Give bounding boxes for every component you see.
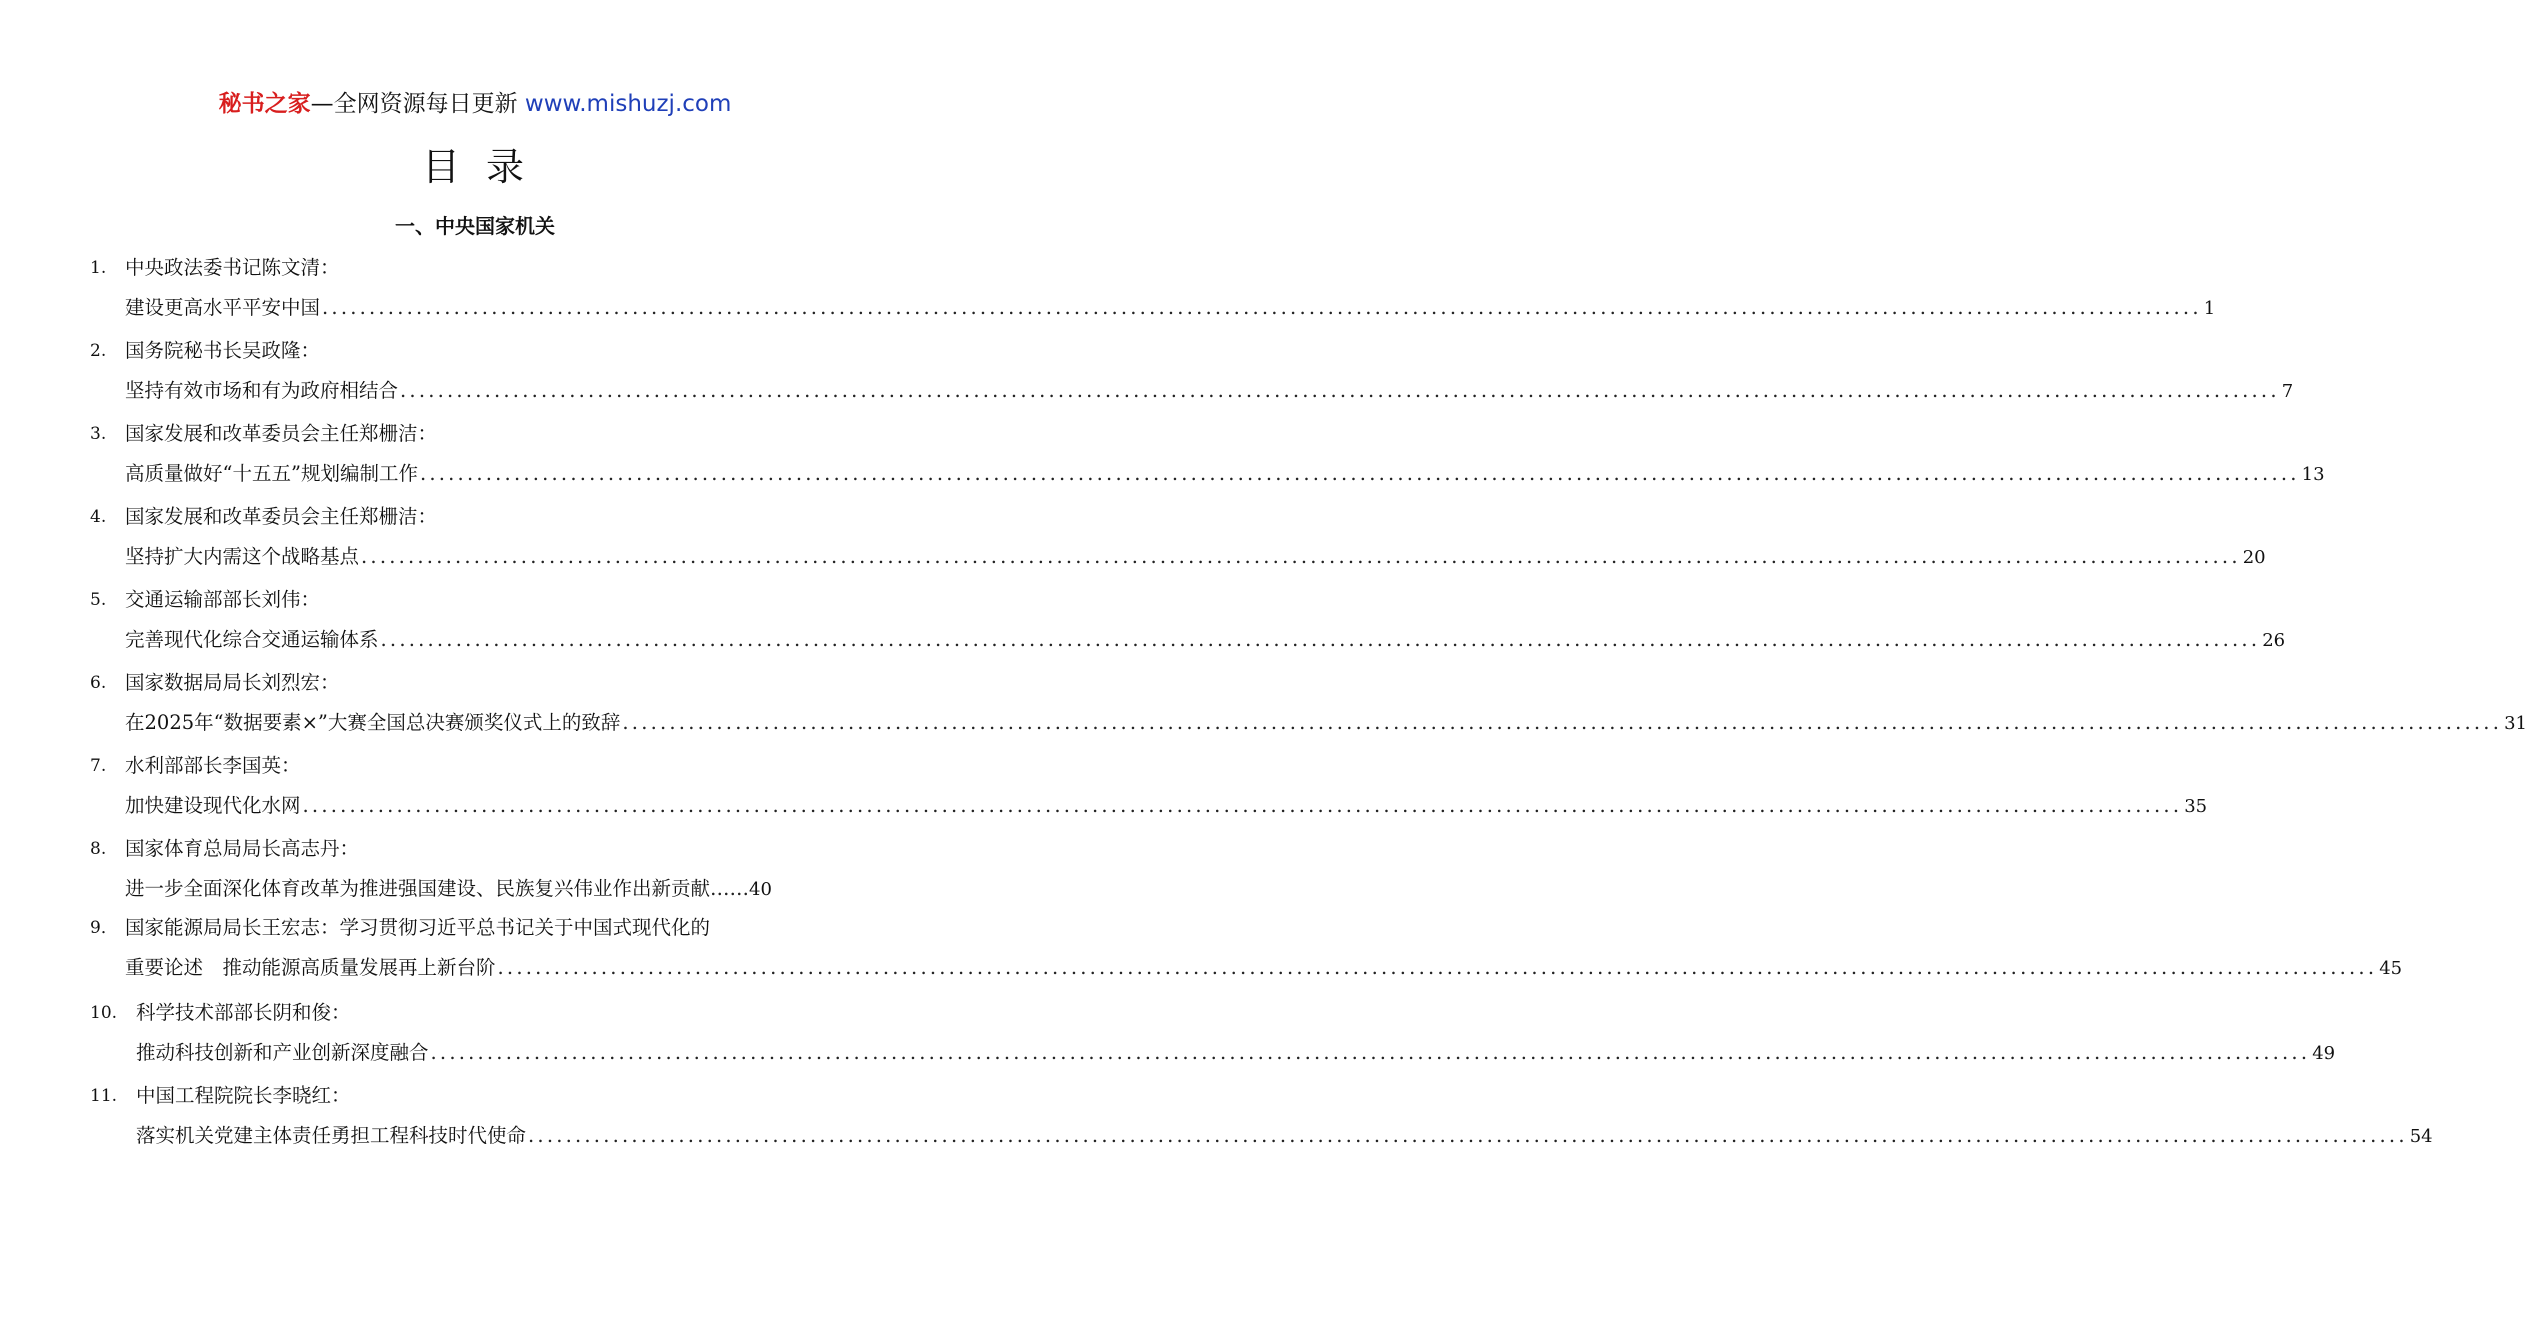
page-title: 目录 xyxy=(421,145,550,189)
toc-item-author: 中国工程院院长李晓红： xyxy=(136,1084,351,1107)
toc-item-author: 国家发展和改革委员会主任郑栅洁： xyxy=(125,505,438,528)
dot-leader: ........................................................................................................................................................................................................ xyxy=(322,296,2202,319)
toc-item-page: 26 xyxy=(2262,630,2286,651)
dot-leader: ........................................................................................................................................................................................................ xyxy=(497,956,2378,979)
site-banner xyxy=(0,86,950,122)
dot-leader: ........................................................................................................................................................................................................ xyxy=(430,1041,2311,1064)
toc-item-author: 交通运输部部长刘伟： xyxy=(125,588,321,611)
toc-item-number: 5. xyxy=(90,590,107,610)
toc-item-title: 落实机关党建主体责任勇担工程科技时代使命 xyxy=(136,1124,527,1147)
dot-leader: ........................................................................................................................................................................................................ xyxy=(622,711,2503,734)
toc-item-title: 加快建设现代化水网 xyxy=(125,794,301,817)
toc-item-number: 1. xyxy=(90,258,107,278)
toc-item-page: 35 xyxy=(2184,796,2208,817)
toc-item-author: 国家能源局局长王宏志：学习贯彻习近平总书记关于中国式现代化的 xyxy=(125,916,711,939)
dot-leader: ........................................................................................................................................................................................................ xyxy=(419,462,2300,485)
toc-item-author: 国家数据局局长刘烈宏： xyxy=(125,671,340,694)
toc-item-entry[interactable] xyxy=(125,293,2216,324)
toc-item-page: 1 xyxy=(2203,298,2216,319)
toc-item-title: 进一步全面深化体育改革为推进强国建设、民族复兴伟业作出新贡献 xyxy=(125,877,711,900)
toc-item-number: 2. xyxy=(90,341,107,361)
toc-item-entry[interactable] xyxy=(136,1121,2433,1152)
toc-item-page: 31 xyxy=(2504,713,2527,734)
toc-item-title: 坚持有效市场和有为政府相结合 xyxy=(125,379,399,402)
toc-item-entry[interactable] xyxy=(136,1038,2336,1069)
dot-leader: …… xyxy=(710,877,750,900)
dot-leader: ........................................................................................................................................................................................................ xyxy=(400,379,2280,402)
toc-item-author: 中央政法委书记陈文清： xyxy=(125,256,340,279)
toc-item-number: 6. xyxy=(90,673,107,693)
toc-item-number: 4. xyxy=(90,507,107,527)
dot-leader: ........................................................................................................................................................................................................ xyxy=(380,628,2261,651)
toc-item-page: 49 xyxy=(2312,1043,2336,1064)
toc-item-title: 重要论述 推动能源高质量发展再上新台阶 xyxy=(125,956,496,979)
toc-item-page: 7 xyxy=(2281,381,2294,402)
toc-item-title: 推动科技创新和产业创新深度融合 xyxy=(136,1041,429,1064)
toc-item-author: 国家发展和改革委员会主任郑栅洁： xyxy=(125,422,438,445)
toc-item-entry[interactable] xyxy=(125,953,2403,984)
banner-tagline: —全网资源每日更新 xyxy=(310,91,525,117)
toc-item-author: 国家体育总局局长高志丹： xyxy=(125,837,360,860)
toc-item-number: 8. xyxy=(90,839,107,859)
toc-item-entry[interactable] xyxy=(125,791,2208,822)
toc-item-page: 54 xyxy=(2409,1126,2433,1147)
toc-item-entry[interactable] xyxy=(125,542,2266,573)
dot-leader: ........................................................................................................................................................................................................ xyxy=(361,545,2241,568)
toc-item-author: 水利部部长李国英： xyxy=(125,754,301,777)
section-heading: 一、中央国家机关 xyxy=(395,214,555,238)
toc-item-author: 国务院秘书长吴政隆： xyxy=(125,339,321,362)
banner-brand: 秘书之家 xyxy=(218,91,311,117)
toc-item-title: 在2025年“数据要素×”大赛全国总决赛颁奖仪式上的致辞 xyxy=(125,711,621,734)
dot-leader: ........................................................................................................................................................................................................ xyxy=(528,1124,2408,1147)
banner-url[interactable]: www.mishuzj.com xyxy=(524,91,732,117)
toc-item-title: 完善现代化综合交通运输体系 xyxy=(125,628,379,651)
toc-item-entry[interactable] xyxy=(125,874,859,905)
toc-item-page: 45 xyxy=(2379,958,2403,979)
toc-item-entry[interactable] xyxy=(125,625,2286,656)
toc-item-page: 20 xyxy=(2242,547,2266,568)
toc-item-page: 13 xyxy=(2301,464,2325,485)
toc-item-page: 40 xyxy=(749,879,772,900)
toc-item-number: 11. xyxy=(90,1086,118,1106)
toc-item-entry[interactable] xyxy=(125,708,2527,739)
toc-item-number: 7. xyxy=(90,756,107,776)
toc-item-title: 坚持扩大内需这个战略基点 xyxy=(125,545,360,568)
toc-item-number: 9． xyxy=(90,918,118,938)
toc-item-entry[interactable] xyxy=(125,459,2325,490)
toc-item-title: 高质量做好“十五五”规划编制工作 xyxy=(125,462,418,485)
dot-leader: ........................................................................................................................................................................................................ xyxy=(302,794,2183,817)
toc-item-title: 建设更高水平平安中国 xyxy=(125,296,321,319)
toc-item-number: 3. xyxy=(90,424,107,444)
toc-item-entry[interactable] xyxy=(125,376,2294,407)
toc-item-number: 10. xyxy=(90,1003,118,1023)
toc-item-author: 科学技术部部长阴和俊： xyxy=(136,1001,351,1024)
